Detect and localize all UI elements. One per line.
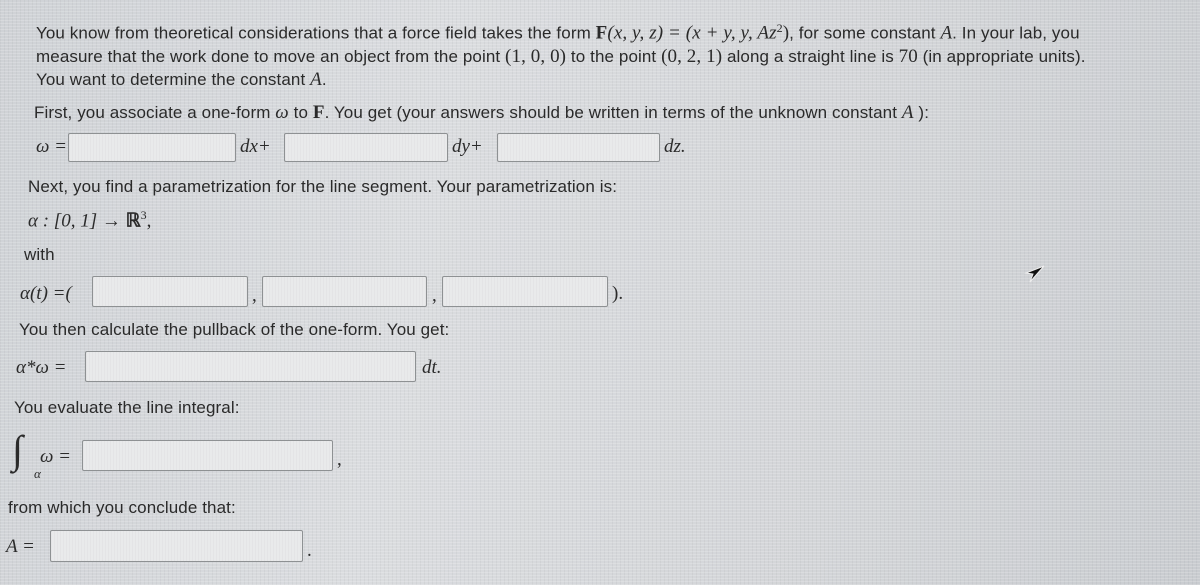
integral-sign: ∫ [12,427,23,472]
integral-subscript: α [34,466,41,481]
intro-line-2 [36,46,1086,68]
line-integral-input[interactable] [82,440,333,471]
dy-coefficient-input[interactable] [284,133,448,162]
step3-instruction: You then calculate the pullback of the one-form. You get: [19,320,450,339]
step2-instruction: Next, you find a parametrization for the line segment. Your parametrization is: [28,177,618,196]
separator-comma-1: , [252,285,257,306]
field-expression: (x, y, z) = (x + y, y, Az [607,22,777,44]
dy-label: dy+ [452,136,483,157]
constant-A: A [310,69,322,90]
param-y-input[interactable] [262,276,427,307]
exponent: 3 [140,208,147,222]
param-x-input[interactable] [92,276,248,307]
dx-label: dx+ [240,136,271,157]
dz-label: dz. [664,136,686,157]
intro-text: You know from theoretical considerations that a force field takes the form [36,23,596,43]
dx-coefficient-input[interactable] [68,133,236,162]
force-symbol: F [595,22,608,44]
force-symbol: F [312,102,325,123]
intro-text: measure that the work done to move an object from the point [36,47,506,66]
alpha-map-text: α : [0, 1] → [28,210,126,232]
step4-instruction: You evaluate the line integral: [14,398,240,417]
constant-A: A [940,22,953,44]
pullback-label: α*ω = [16,357,67,378]
intro-text: . [321,70,327,89]
pullback-input[interactable] [85,351,416,382]
dt-label: dt. [422,357,442,378]
step-text: to [288,103,313,122]
closing-paren: ). [612,283,624,304]
intro-text: (in appropriate units). [917,47,1086,66]
intro-text: . In your lab, you [952,23,1080,43]
alpha-t-label: α(t) =( [20,283,72,304]
step5-instruction: from which you conclude that: [8,498,236,517]
step-text: First, you associate a one-form [34,103,276,122]
step-text: . You get (your answers should be written in terms of the unknown constant [324,103,902,122]
intro-line-3 [36,69,327,91]
alpha-map-label [28,208,151,232]
omega-symbol: ω [275,102,289,123]
A-equals-label: A = [6,536,35,557]
mouse-pointer-icon [1024,262,1046,284]
step1-instruction [34,102,929,124]
field-close: ) [782,22,790,44]
separator-comma-2: , [432,285,437,306]
comma: , [146,210,152,232]
omega-equals-label: ω = [36,136,67,157]
dz-coefficient-input[interactable] [497,133,660,162]
point-1: (1, 0, 0) [505,46,567,67]
with-label: with [24,245,55,264]
param-z-input[interactable] [442,276,608,307]
intro-text: , for some constant [789,23,941,43]
omega-equals-label: ω = [40,446,71,467]
intro-line-1 [36,21,1080,45]
comma: , [337,449,342,470]
exponent: 2 [776,21,783,35]
step-text: ): [913,103,930,122]
A-value-input[interactable] [50,530,303,562]
intro-text: to the point [566,47,662,66]
intro-text: along a straight line is [722,47,899,66]
real-space-symbol: ℝ [125,210,141,232]
period: . [307,540,312,561]
work-value: 70 [898,46,918,67]
intro-text: You want to determine the constant [36,70,311,89]
point-2: (0, 2, 1) [661,46,723,67]
constant-A: A [901,102,914,123]
